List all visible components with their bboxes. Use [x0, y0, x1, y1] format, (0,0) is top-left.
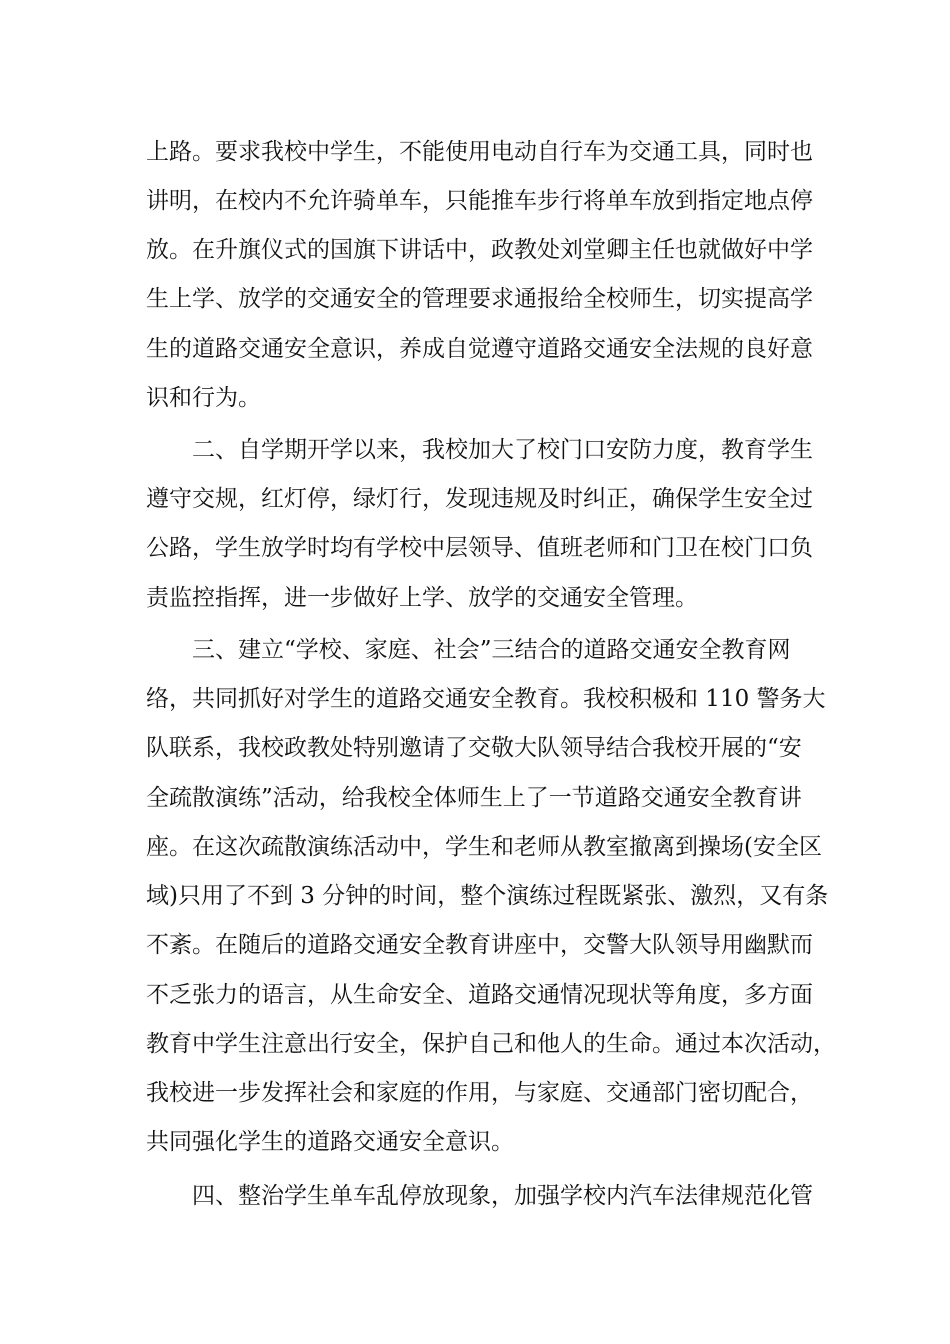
- text-line: 公路，学生放学时均有学校中层领导、值班老师和门卫在校门口负: [146, 535, 813, 561]
- text-line: 教育中学生注意出行安全，保护自己和他人的生命。通过本次活动，: [146, 1031, 836, 1057]
- text-line: 共同强化学生的道路交通安全意识。: [146, 1129, 514, 1155]
- text-line: 我校进一步发挥社会和家庭的作用，与家庭、交通部门密切配合，: [146, 1080, 813, 1106]
- text-line: 讲明，在校内不允许骑单车，只能推车步行将单车放到指定地点停: [146, 188, 813, 214]
- text-line: 全疏散演练”活动，给我校全体师生上了一节道路交通安全教育讲: [146, 785, 802, 811]
- paragraph-3-first-line: 三、建立“学校、家庭、社会”三结合的道路交通安全教育网: [192, 637, 791, 663]
- text-line: 生上学、放学的交通安全的管理要求通报给全校师生，切实提高学: [146, 286, 813, 312]
- paragraph-2-first-line: 二、自学期开学以来，我校加大了校门口安防力度，教育学生: [192, 437, 813, 463]
- text-line: 座。在这次疏散演练活动中，学生和老师从教室撤离到操场(安全区: [146, 834, 822, 860]
- text-line: 不乏张力的语言，从生命安全、道路交通情况现状等角度，多方面: [146, 982, 813, 1008]
- text-line: 识和行为。: [146, 385, 261, 411]
- text-line: 遵守交规，红灯停，绿灯行，发现违规及时纠正，确保学生安全过: [146, 486, 813, 512]
- text-line: 责监控指挥，进一步做好上学、放学的交通安全管理。: [146, 585, 698, 611]
- text-line: 络，共同抓好对学生的道路交通安全教育。我校积极和 110 警务大: [146, 686, 826, 712]
- text-line: 生的道路交通安全意识，养成自觉遵守道路交通安全法规的良好意: [146, 336, 813, 362]
- text-line: 域)只用了不到 3 分钟的时间，整个演练过程既紧张、激烈，又有条: [146, 883, 829, 909]
- text-line: 队联系，我校政教处特别邀请了交敬大队领导结合我校开展的“安: [146, 735, 802, 761]
- paragraph-4-first-line: 四、整治学生单车乱停放现象，加强学校内汽车法律规范化管: [192, 1183, 813, 1209]
- text-line: 放。在升旗仪式的国旗下讲话中，政教处刘堂卿主任也就做好中学: [146, 237, 813, 263]
- text-line: 不紊。在随后的道路交通安全教育讲座中，交警大队领导用幽默而: [146, 932, 813, 958]
- text-line: 上路。要求我校中学生，不能使用电动自行车为交通工具，同时也: [146, 139, 813, 165]
